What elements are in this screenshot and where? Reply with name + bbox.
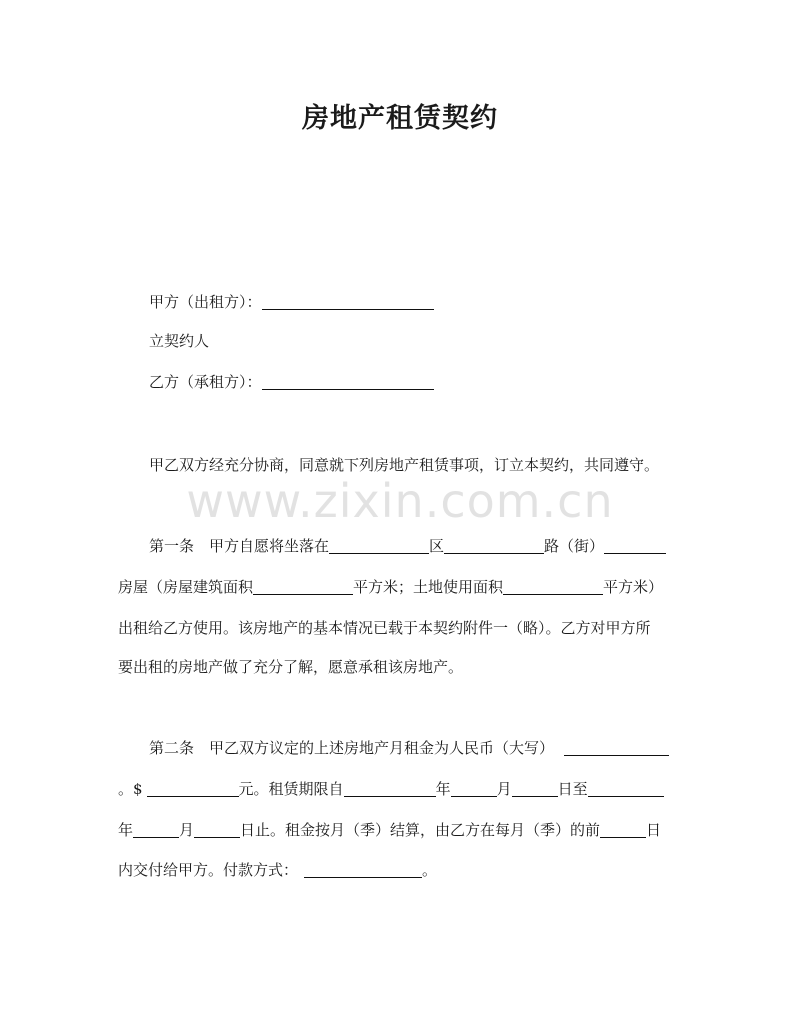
rent-words-blank[interactable] — [564, 739, 669, 756]
start-day-blank[interactable] — [512, 780, 558, 797]
article1-text: 区 — [429, 537, 445, 555]
party-b-label: 乙方（承租方）： — [149, 373, 262, 391]
document-title: 房地产租赁契约 — [302, 103, 498, 134]
article1-text: 平方米） — [603, 578, 664, 596]
start-month-blank[interactable] — [451, 780, 497, 797]
building-area-blank[interactable] — [253, 578, 353, 595]
article2-text: 日至 — [557, 780, 588, 798]
article1-line2 — [118, 577, 663, 597]
watermark: www.zixin.com.cn — [186, 474, 614, 528]
land-area-blank[interactable] — [503, 578, 603, 595]
article2-line1 — [149, 738, 669, 758]
street-blank[interactable] — [604, 537, 666, 554]
end-month-blank[interactable] — [133, 821, 179, 838]
article2-line3 — [118, 820, 661, 840]
end-year-blank[interactable] — [588, 780, 664, 797]
party-a-label: 甲方（出租方）： — [149, 293, 262, 311]
party-b-line — [149, 372, 434, 392]
end-day-blank[interactable] — [194, 821, 240, 838]
article2-text: 日止。租金按月（季）结算，由乙方在每月（季）的前 — [240, 821, 601, 839]
article2-text: 月 — [179, 821, 195, 839]
party-b-blank[interactable] — [262, 373, 434, 390]
article2-text: 月 — [496, 780, 512, 798]
article2-line2 — [118, 779, 664, 799]
district-blank[interactable] — [329, 537, 429, 554]
article1-text: 房屋（房屋建筑面积 — [118, 578, 254, 596]
start-year-blank[interactable] — [344, 780, 436, 797]
article2-text: 第二条 甲乙双方议定的上述房地产月租金为人民币（大写） — [149, 739, 555, 757]
article1-line1 — [149, 536, 666, 556]
road-blank[interactable] — [444, 537, 544, 554]
article2-line4 — [118, 860, 437, 880]
article1-text: 路（街） — [544, 537, 605, 555]
article2-text: 年 — [435, 780, 451, 798]
article2-text: 。 — [422, 861, 438, 879]
payment-method-blank[interactable] — [304, 861, 422, 878]
article2-text: 年 — [118, 821, 134, 839]
party-a-blank[interactable] — [262, 293, 434, 310]
article2-text: 。$ — [118, 780, 143, 798]
article2-text: 日 — [646, 821, 662, 839]
article1-line4: 要出租的房地产做了充分了解，愿意承租该房地产。 — [118, 658, 464, 676]
article2-text: 元。租赁期限自 — [238, 780, 344, 798]
party-a-line — [149, 292, 434, 312]
payment-days-blank[interactable] — [600, 821, 646, 838]
article1-line3: 出租给乙方使用。该房地产的基本情况已载于本契约附件一（略）。乙方对甲方所 — [118, 619, 651, 637]
rent-amount-blank[interactable] — [147, 780, 239, 797]
article1-text: 第一条 甲方自愿将坐落在 — [149, 537, 330, 555]
article2-text: 内交付给甲方。付款方式： — [118, 861, 299, 879]
intro-paragraph: 甲乙双方经充分协商，同意就下列房地产租赁事项，订立本契约，共同遵守。 — [149, 456, 660, 474]
signer-label: 立契约人 — [149, 332, 210, 350]
article1-text: 平方米；土地使用面积 — [353, 578, 504, 596]
